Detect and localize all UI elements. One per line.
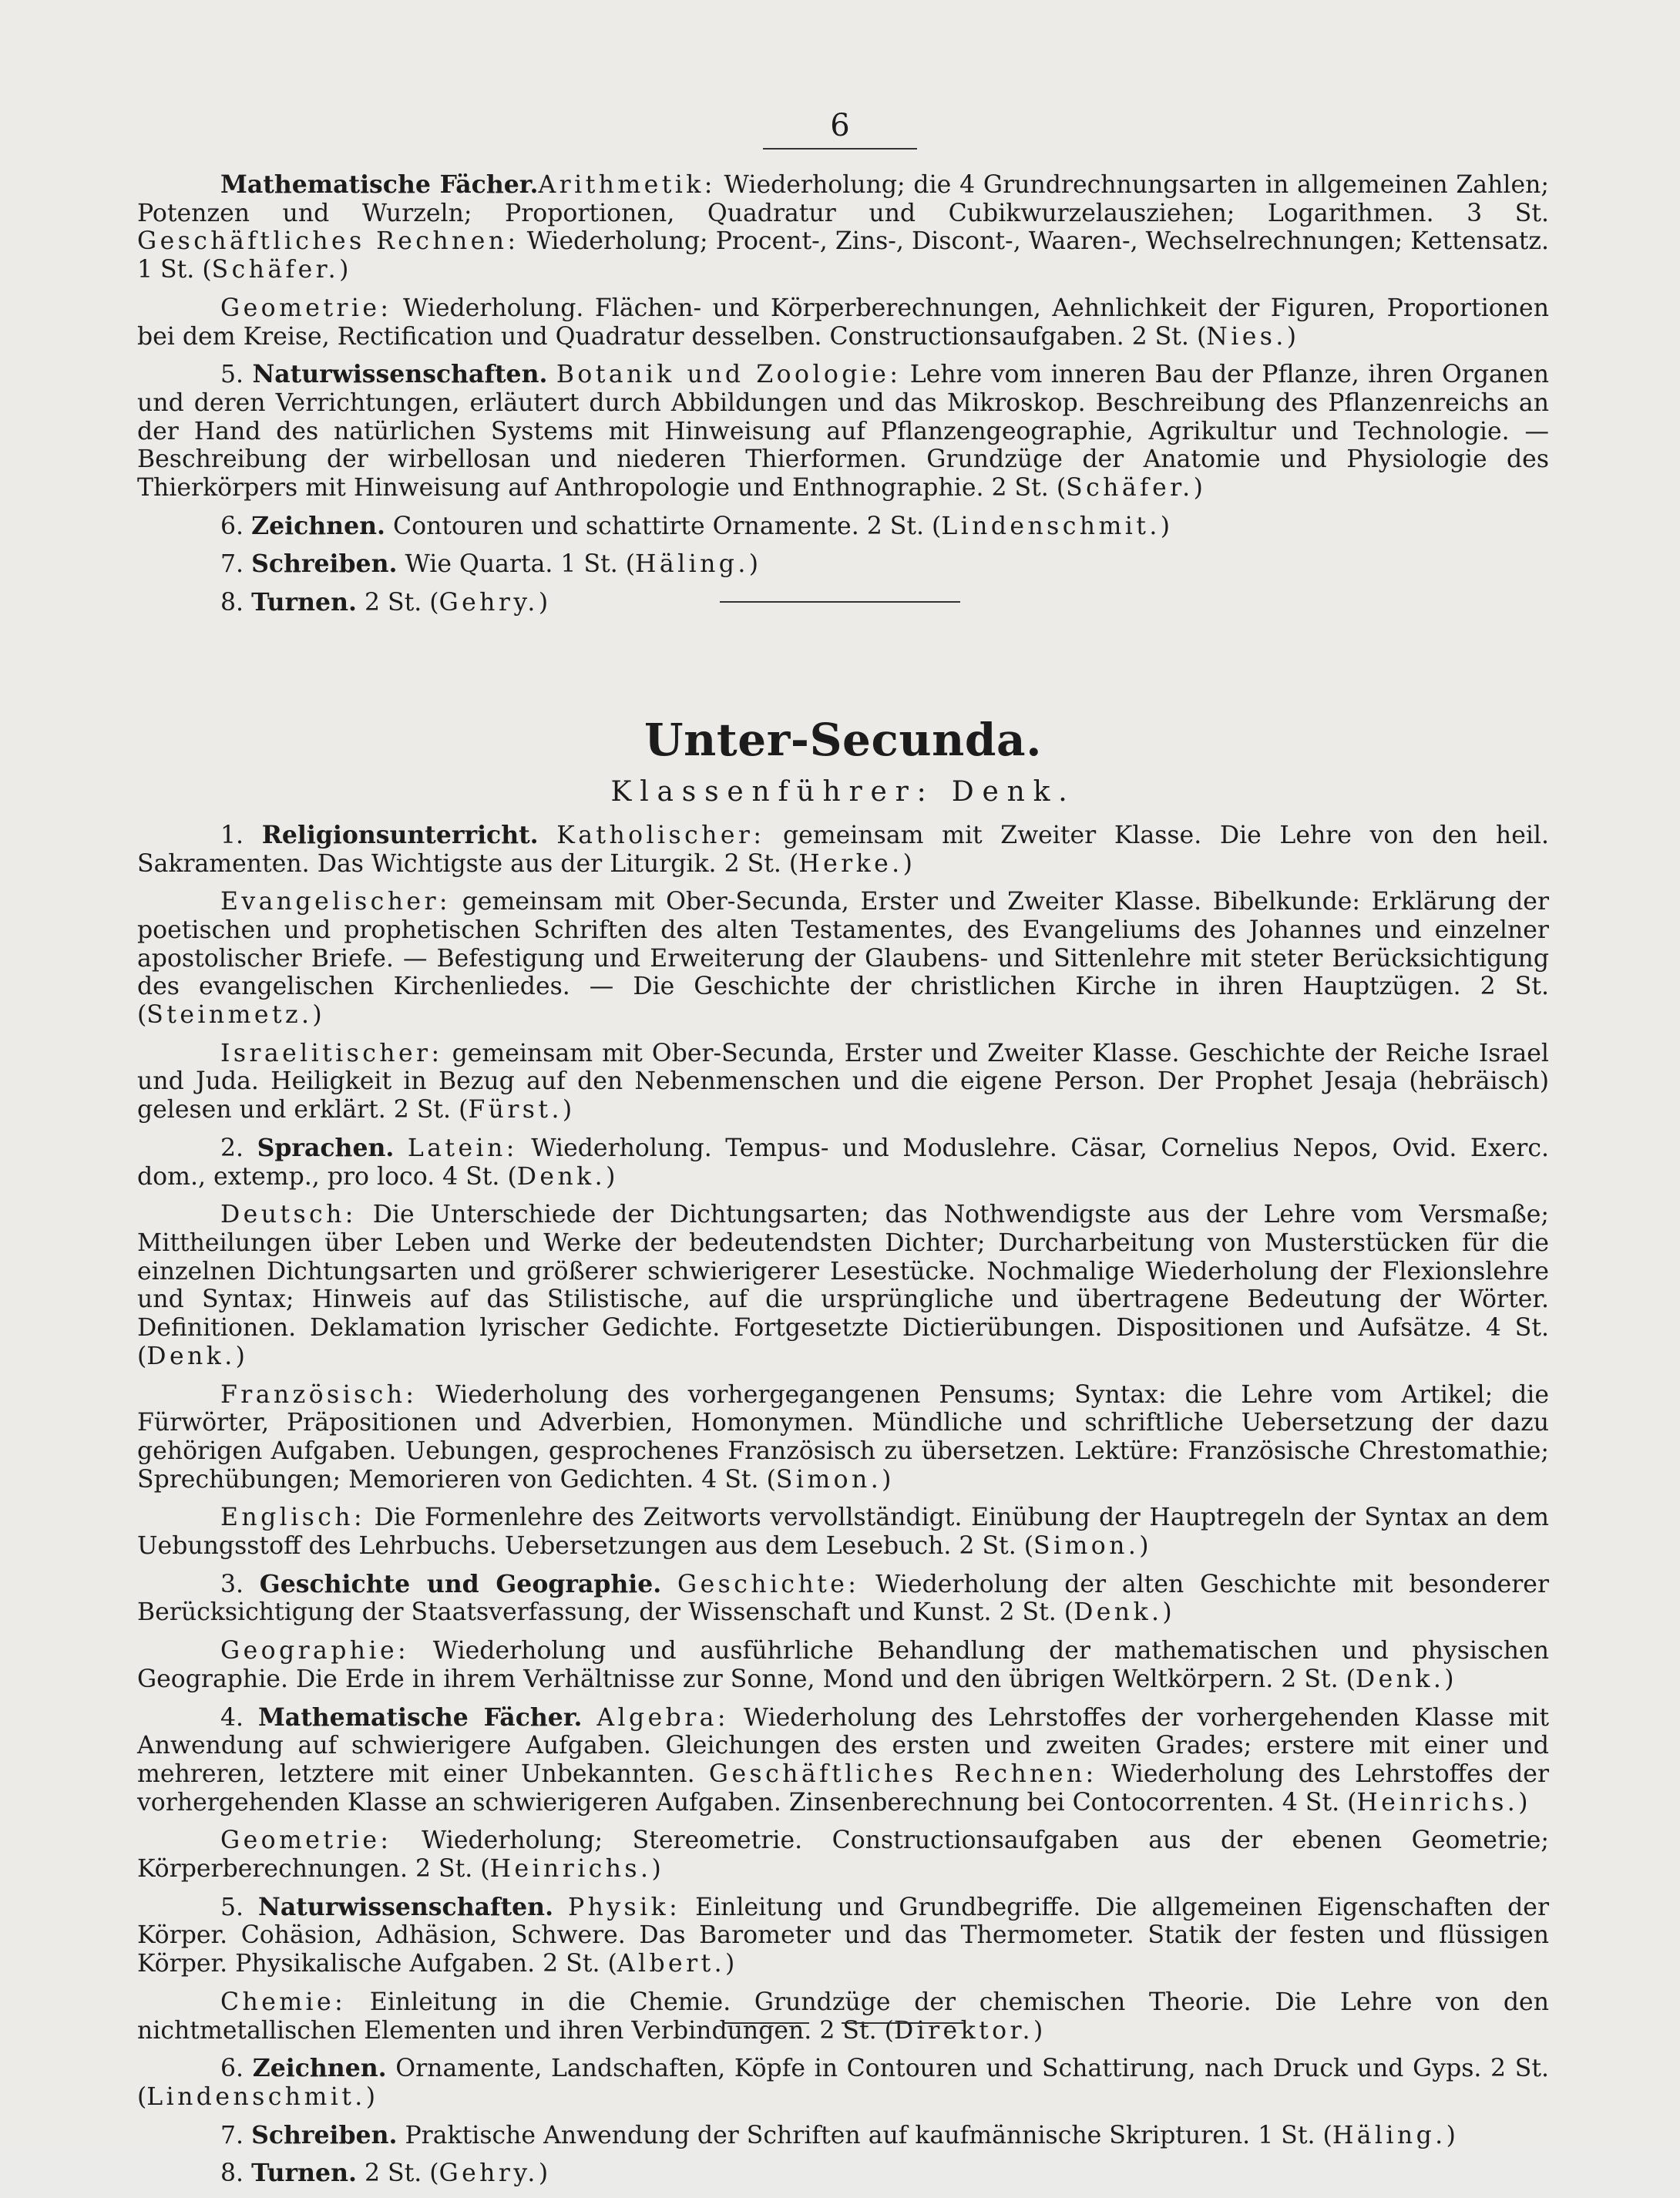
text-run	[553, 1894, 568, 1921]
spaced-term: Arithmetik:	[538, 171, 716, 199]
text-run: Contouren und schattirte Ornamente. 2 St. (	[385, 512, 942, 540]
spaced-term: Nies.	[1206, 322, 1287, 351]
spaced-term: Steinmetz.	[146, 1001, 313, 1030]
text-run: Einleitung und Grundbegriffe. Die allgemeinen Eigenschaften der Körper. Cohäsion, Adhäsion, Schwere. Das Barometer und das Thermometer. Statik der festen und flüssigen Körper. Physikalische Aufgaben. 2 St. (	[137, 1893, 1550, 1978]
spaced-term: Physik:	[568, 1893, 681, 1921]
curriculum-paragraph	[137, 550, 1549, 579]
spaced-term: Direktor.	[893, 2016, 1033, 2045]
item-number: 8.	[220, 589, 244, 617]
subject-heading: Mathematische Fächer.	[257, 1702, 583, 1732]
text-run: Ornamente, Landschaften, Köpfe in Contouren und Schattirung, nach Druck und Gyps. 2 St. (	[137, 2055, 1549, 2111]
text-run: Einleitung in die Chemie. Grundzüge der chemischen Theorie. Die Lehre von den nichtmetallischen Elementen und ihren Verbindungen. 2 St. (	[137, 1988, 1549, 2045]
curriculum-paragraph	[137, 1504, 1549, 1560]
text-run: Wiederholung; Procent-, Zins-, Discont-, Waaren-, Wechselrechnungen; Kettensatz. 1 St. (	[137, 227, 1549, 284]
text-run: Wiederholung; Stereometrie. Constructionsaufgaben aus der ebenen Geometrie; Körperberechnungen. 2 St. (	[137, 1827, 1549, 1884]
item-number: 8.	[220, 2159, 244, 2188]
text-run: )	[538, 2159, 549, 2188]
text-run: )	[1162, 1598, 1172, 1627]
spaced-term: Englisch:	[220, 1504, 365, 1532]
previous-class-curriculum	[137, 171, 1549, 617]
text-run	[583, 1704, 597, 1732]
spaced-term: Lindenschmit.	[941, 512, 1161, 540]
curriculum-paragraph	[137, 1571, 1549, 1627]
text-run	[661, 1571, 677, 1598]
curriculum-paragraph	[137, 1040, 1549, 1124]
text-run: Wiederholung. Flächen- und Körperberechnungen, Aehnlichkeit der Figuren, Proportionen bei dem Kreise, Rectification und Quadratur desselben. Constructionsaufgaben. 2 St. (	[137, 294, 1549, 351]
text-run: )	[1444, 1665, 1454, 1693]
text-run: )	[1286, 322, 1297, 351]
subject-heading: Naturwissenschaften.	[252, 360, 548, 389]
spaced-term: Geschäftliches Rechnen:	[708, 1759, 1097, 1788]
curriculum-paragraph	[137, 294, 1549, 351]
item-number: 4.	[220, 1703, 244, 1732]
subject-heading: Schreiben.	[251, 550, 398, 579]
text-run: )	[1160, 512, 1171, 540]
curriculum-paragraph	[137, 1201, 1549, 1370]
curriculum-paragraph	[137, 888, 1549, 1030]
spacer	[137, 667, 1549, 717]
item-number: 5.	[220, 1893, 244, 1921]
subject-heading: Turnen.	[251, 2159, 357, 2188]
curriculum-paragraph	[137, 1988, 1549, 2045]
page-number: 6	[830, 108, 850, 143]
text-run	[539, 822, 557, 849]
section-divider-rule	[720, 601, 960, 603]
text-run: )	[1518, 1788, 1528, 1817]
text-run	[394, 1134, 408, 1162]
curriculum-paragraph	[137, 361, 1549, 502]
item-number: 2.	[220, 1134, 244, 1162]
text-run: )	[365, 2082, 376, 2111]
curriculum-paragraph	[137, 822, 1549, 878]
item-number: 6.	[220, 2055, 244, 2083]
spaced-term: Gehry.	[438, 2159, 539, 2188]
text-run: )	[1446, 2121, 1456, 2149]
subject-heading: Naturwissenschaften.	[258, 1892, 554, 1921]
text-run: 2 St. (	[356, 589, 439, 617]
curriculum-paragraph	[137, 2122, 1549, 2150]
subject-heading: Mathematische Fächer.	[220, 170, 539, 199]
spaced-term: Denk.	[1355, 1665, 1445, 1693]
subject-heading: Religionsunterricht.	[261, 820, 539, 849]
spaced-term: Botanik und Zoologie:	[556, 361, 902, 389]
spaced-term: Heinrichs.	[1356, 1788, 1519, 1817]
bottom-rule-left	[723, 2022, 809, 2024]
curriculum-paragraph	[137, 589, 1549, 617]
text-run: )	[1139, 1532, 1149, 1561]
text-run: )	[562, 1096, 573, 1124]
subject-heading: Zeichnen.	[251, 511, 385, 540]
text-run: Wiederholung des vorhergegangenen Pensums; Syntax: die Lehre vom Artikel; die Fürwörter, Präpositionen und Adverbien, Homonymen. Mündliche und schriftliche Uebersetzung der dazu gehörigen Aufgaben. Uebungen, gesprochenes Französisch zu übersetzen. Lektüre: Französische Chrestomathie; Sprechübungen; Memorieren von Gedichten. 4 St. (	[137, 1380, 1549, 1494]
spaced-term: Israelitischer:	[220, 1039, 443, 1067]
spaced-term: Geometrie:	[220, 1827, 392, 1855]
spaced-term: Katholischer:	[556, 821, 765, 849]
bottom-rule-right	[842, 2022, 963, 2024]
spaced-term: Simon.	[1033, 1532, 1140, 1561]
curriculum-paragraph	[137, 1637, 1549, 1693]
text-run: )	[538, 589, 549, 617]
text-run: )	[606, 1162, 616, 1191]
text-run: )	[725, 1950, 735, 1978]
class-leader: Klassenführer: Denk.	[610, 775, 1076, 808]
spaced-term: Herke.	[798, 849, 903, 878]
spaced-term: Schäfer.	[211, 256, 340, 284]
text-run: Wiederholung; die 4 Grundrechnungsarten in allgemeinen Zahlen; Potenzen und Wurzeln; Proportionen, Quadratur und Cubikwurzelausziehen; Logarithmen. 3 St.	[137, 171, 1549, 227]
spaced-term: Geographie:	[220, 1637, 410, 1665]
spaced-term: Simon.	[775, 1465, 882, 1494]
curriculum-paragraph	[137, 513, 1549, 541]
text-run: Wiederholung des Lehrstoffes der vorhergehenden Klasse an schwierigeren Aufgaben. Zinsenberechnung bei Contocorrenten. 4 St. (	[137, 1759, 1550, 1817]
curriculum-paragraph	[137, 1827, 1549, 1883]
spaced-term: Französisch:	[220, 1380, 418, 1409]
spaced-term: Denk.	[1074, 1598, 1163, 1627]
text-run: gemeinsam mit Ober-Secunda, Erster und Zweiter Klasse. Geschichte der Reiche Israel und Juda. Heiligkeit in Bezug auf den Nebenmenschen und die eigene Person. Der Prophet Jesaja (hebräisch) gelesen und erklärt. 2 St. (	[137, 1039, 1549, 1124]
subject-heading: Zeichnen.	[252, 2054, 387, 2083]
curriculum-paragraph	[137, 2159, 1549, 2188]
spaced-term: Denk.	[146, 1342, 236, 1370]
spaced-term: Chemie:	[220, 1988, 347, 2016]
spaced-term: Evangelischer:	[220, 888, 451, 916]
text-run: Lehre vom inneren Bau der Pflanze, ihren Organen und deren Verrichtungen, erläutert durch Abbildungen und das Mikroskop. Beschreibung des Pflanzenreichs an der Hand des natürlichen Systems mit Hinweisung auf Pflanzengeographie, Agrikultur und Technologie. — Beschreibung der wirbellosan und niederen Thierformen. Grundzüge der Anatomie und Physiologie des Thierkörpers mit Hinweisung auf Anthropologie und Enthnographie. 2 St. (	[137, 361, 1549, 502]
text-run: Praktische Anwendung der Schriften auf kaufmännische Skripturen. 1 St. (	[397, 2121, 1332, 2149]
spaced-term: Deutsch:	[220, 1201, 357, 1229]
text-run: gemeinsam mit Zweiter Klasse. Die Lehre von den heil. Sakramenten. Das Wichtigste aus der Liturgik. 2 St. (	[137, 821, 1550, 878]
curriculum-paragraph	[137, 1134, 1549, 1191]
text-run: )	[902, 849, 912, 878]
text-run: )	[748, 550, 759, 579]
subject-heading: Sprachen.	[257, 1133, 395, 1162]
subject-heading: Geschichte und Geographie.	[259, 1569, 662, 1598]
spacer	[137, 627, 1549, 667]
text-run: Wiederholung und ausführliche Behandlung der mathematischen und physischen Geographie. Die Erde in ihrem Verhältnisse zur Sonne, Mond und den übrigen Weltkörpern. 2 St. (	[137, 1637, 1549, 1693]
text-run: )	[651, 1855, 661, 1884]
spaced-term: Denk.	[516, 1162, 606, 1191]
item-number: 1.	[220, 821, 244, 849]
spaced-term: Geschichte:	[677, 1570, 860, 1598]
subject-heading: Schreiben.	[251, 2120, 398, 2149]
page-content	[137, 171, 1549, 2198]
spaced-term: Fürst.	[468, 1096, 563, 1124]
spaced-term: Häling.	[635, 550, 749, 579]
header-rule	[763, 148, 917, 150]
item-number: 3.	[220, 1570, 244, 1598]
spaced-term: Lindenschmit.	[146, 2082, 366, 2111]
text-run: Wiederholung des Lehrstoffes der vorhergehenden Klasse mit Anwendung auf schwierigere Aufgaben. Gleichungen des ersten und zweiten Grades; erstere mit einer und mehreren, letztere mit einer Unbekannten.	[137, 1703, 1550, 1788]
text-run: )	[312, 1001, 322, 1030]
spaced-term: Algebra:	[596, 1703, 729, 1732]
text-run: Die Formenlehre des Zeitworts vervollständigt. Einübung der Hauptregeln der Syntax an dem Uebungsstoff des Lehrbuchs. Uebersetzungen aus dem Lesebuch. 2 St. (	[137, 1504, 1549, 1561]
curriculum-paragraph	[137, 2055, 1549, 2111]
text-run: Wie Quarta. 1 St. (	[397, 550, 636, 579]
unter-secunda-curriculum	[137, 822, 1549, 2188]
curriculum-paragraph	[137, 1704, 1549, 1817]
spaced-term: Häling.	[1332, 2121, 1446, 2149]
text-run: Wiederholung. Tempus- und Moduslehre. Cäsar, Cornelius Nepos, Ovid. Exerc. dom., extemp., pro loco. 4 St. (	[137, 1134, 1549, 1191]
spaced-term: Geometrie:	[220, 294, 392, 322]
text-run: Die Unterschiede der Dichtungsarten; das Nothwendigste aus der Lehre vom Versmaße; Mittheilungen über Leben und Werke der bedeutendsten Dichter; Durcharbeitung von Musterstücken für die einzelnen Dichtungsarten und größerer schwierigerer Lesestücke. Nochmalige Wiederholung der Flexionslehre und Syntax; Hinweis auf das Stilistische, auf die ursprüngliche und übertragene Bedeutung der Wörter. Definitionen. Deklamation lyrischer Gedichte. Fortgesetzte Dictierübungen. Dispositionen und Aufsätze. 4 St. (	[137, 1201, 1549, 1370]
spaced-term: Albert.	[617, 1950, 726, 1978]
item-number: 7.	[220, 550, 244, 579]
curriculum-paragraph	[137, 171, 1549, 284]
text-run: Wiederholung der alten Geschichte mit besonderer Berücksichtigung der Staatsverfassung, der Wissenschaft und Kunst. 2 St. (	[137, 1570, 1550, 1627]
spaced-term: Heinrichs.	[489, 1855, 652, 1884]
spacer	[137, 808, 1549, 822]
text-run: )	[1193, 474, 1203, 502]
section-title: Unter-Secunda.	[644, 713, 1042, 766]
item-number: 5.	[220, 361, 244, 389]
subject-heading: Turnen.	[251, 588, 357, 617]
spaced-term: Latein:	[407, 1134, 518, 1162]
item-number: 7.	[220, 2121, 244, 2149]
spaced-term: Gehry.	[438, 589, 539, 617]
text-run: 2 St. (	[356, 2159, 439, 2188]
curriculum-paragraph	[137, 1894, 1549, 1978]
item-number: 6.	[220, 512, 244, 540]
text-run: )	[235, 1342, 245, 1370]
text-run: )	[882, 1465, 892, 1494]
text-run: )	[339, 256, 349, 284]
curriculum-paragraph	[137, 1381, 1549, 1494]
text-run: gemeinsam mit Ober-Secunda, Erster und Zweiter Klasse. Bibelkunde: Erklärung der poetischen und prophetischen Schriften des alten Testamentes, des Evangeliums des Johannes und einzelner apostolischer Briefe. — Befestigung und Erweiterung der Glaubens- und Sittenlehre mit steter Berücksichtigung des evangelischen Kirchenliedes. — Die Geschichte der christlichen Kirche in ihren Hauptzügen. 2 St. (	[137, 888, 1549, 1030]
text-run	[547, 361, 556, 388]
text-run: )	[1033, 2016, 1043, 2045]
spaced-term: Geschäftliches Rechnen:	[137, 227, 519, 256]
spaced-term: Schäfer.	[1066, 474, 1194, 502]
